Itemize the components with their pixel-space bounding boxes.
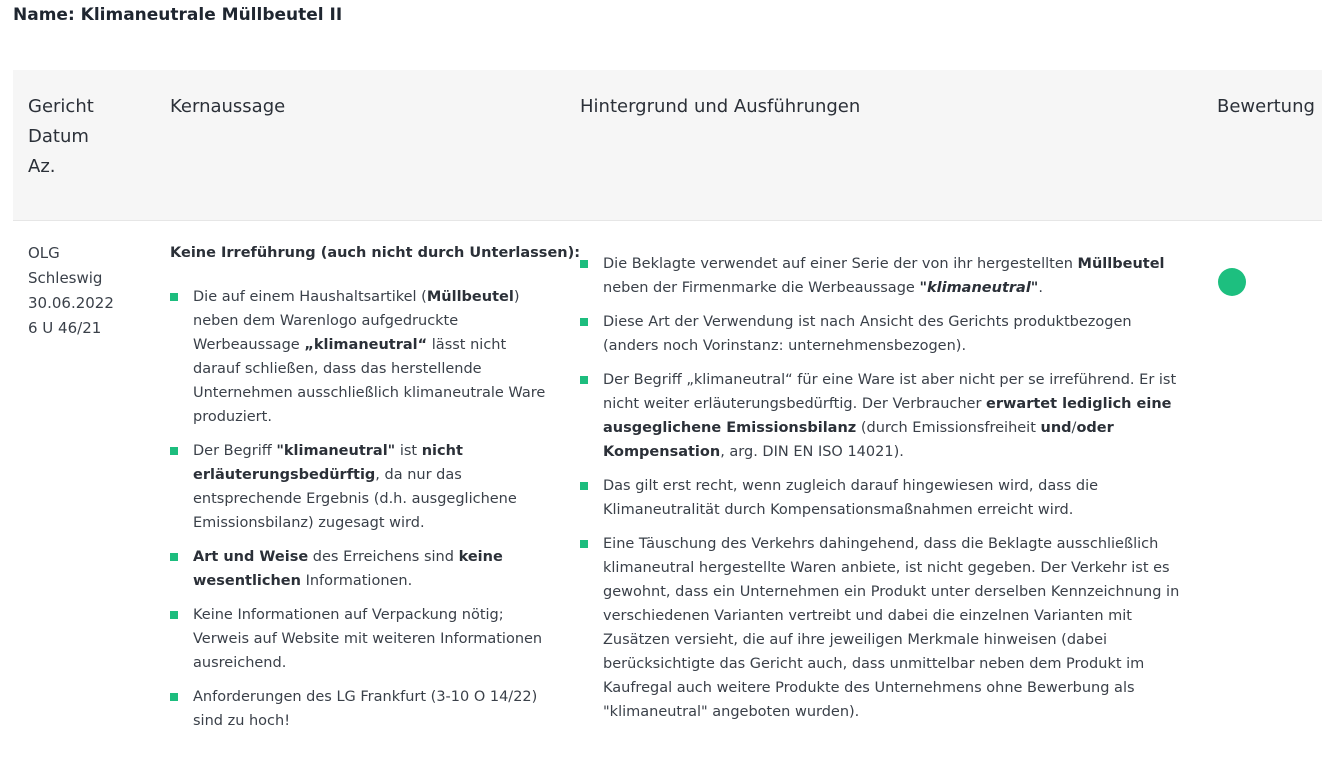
court-name-line1: OLG (28, 244, 60, 262)
bullet-bold-text: oder Kompensation (603, 420, 1114, 460)
core-bullet (170, 285, 550, 429)
header-court-date-az (28, 92, 148, 182)
core-statement-cell (170, 241, 581, 743)
background-cell (580, 252, 1180, 734)
bullet-text: , arg. DIN EN ISO 14021). (720, 444, 904, 460)
bullet-square-icon (580, 318, 588, 326)
bullet-square-icon (580, 540, 588, 548)
bullet-square-icon (170, 553, 178, 561)
background-bullet-list (580, 252, 1180, 724)
bullet-text: lässt nicht darauf schließen, dass das herstellende Unternehmen ausschließlich klimaneutrale Ware produziert. (193, 337, 546, 425)
bullet-bold-text: Müllbeutel (426, 289, 514, 305)
bullet-text: Diese Art der Verwendung ist nach Ansicht des Gerichts produktbezogen (anders noch Vorinstanz: unternehmensbezogen). (603, 314, 1132, 354)
bullet-bold-text: "klimaneutral" (276, 443, 396, 459)
bullet-text: ist (395, 443, 422, 459)
core-bullet (170, 439, 550, 535)
bullet-square-icon (580, 260, 588, 268)
bullet-square-icon (170, 447, 178, 455)
header-date-label: Datum (28, 126, 89, 147)
core-bullet (170, 545, 550, 593)
bullet-bold-text: erwartet lediglich eine ausgeglichene Emissionsbilanz (603, 396, 1172, 436)
bullet-text: Der Begriff (193, 443, 277, 459)
bullet-text: Keine Informationen auf Verpackung nötig; Verweis auf Website mit weiteren Informationen ausreichend. (193, 607, 543, 671)
table-header (13, 70, 1322, 221)
ruling-date: 30.06.2022 (28, 294, 114, 312)
table-row (13, 221, 1322, 741)
ruling-table (13, 70, 1322, 741)
green-dot-icon (1218, 268, 1246, 296)
core-bullet-list (170, 285, 550, 733)
bullet-text: (durch Emissionsfreiheit (856, 420, 1041, 436)
core-heading: Keine Irreführung (auch nicht durch Unterlassen): (170, 245, 581, 261)
bullet-text: , da nur das entsprechende Ergebnis (d.h. ausgeglichene Emissionsbilanz) zugesagt wird. (193, 467, 517, 531)
background-bullet (580, 368, 1180, 464)
background-bullet (580, 474, 1180, 522)
court-cell (28, 241, 114, 341)
bullet-square-icon (170, 611, 178, 619)
header-court-label: Gericht (28, 96, 94, 117)
bullet-text: neben der Firmenmarke die Werbeaussage (603, 280, 920, 296)
court-name-line2: Schleswig (28, 269, 103, 287)
bullet-bold-text: Art und Weise (193, 549, 309, 565)
bullet-text: Die Beklagte verwendet auf einer Serie der von ihr hergestellten (603, 256, 1078, 272)
bullet-text: ) neben dem Warenlogo aufgedruckte Werbeaussage (193, 289, 520, 353)
bullet-text: Informationen. (300, 573, 413, 589)
header-rating: Bewertung (1217, 96, 1315, 117)
bullet-bold-text: keine wesentlichen (193, 549, 503, 589)
bullet-square-icon (170, 693, 178, 701)
bullet-text: Anforderungen des LG Frankfurt (3-10 O 14/22) sind zu hoch! (193, 689, 538, 729)
bullet-text: Das gilt erst recht, wenn zugleich darauf hingewiesen wird, dass die Klimaneutralität durch Kompensationsmaßnahmen erreicht wird. (603, 478, 1099, 518)
bullet-bold-text: und (1040, 420, 1072, 436)
bullet-text: Die auf einem Haushaltsartikel ( (193, 289, 427, 305)
background-bullet (580, 252, 1180, 300)
background-bullet (580, 532, 1180, 724)
bullet-bold-text: Müllbeutel (1077, 256, 1165, 272)
bullet-text: / (1071, 420, 1077, 436)
bullet-bold-italic-text: "klimaneutral" (919, 280, 1039, 296)
bullet-square-icon (170, 293, 178, 301)
bullet-text: Eine Täuschung des Verkehrs dahingehend, dass die Beklagte ausschließlich klimaneutral hergestellte Waren anbiete, ist nicht gegeben. Der Verkehr ist es gewohnt, dass ein Unternehmen ein Produkt unter derselben Kennzeichnung in verschiedenen Varianten vertreibt und dabei die einzelnen Varianten mit Zusätzen versieht, die auf ihre jeweiligen Merkmale hinweisen (dabei berücksichtigte das Gericht auch, dass unmittelbar neben dem Produkt im Kaufregal auch weitere Produkte des Unternehmens ohne Bewerbung als "klimaneutral" angeboten wurden). (603, 536, 1180, 720)
bullet-bold-text: nicht erläuterungsbedürftig (193, 443, 463, 483)
bullet-square-icon (580, 376, 588, 384)
bullet-text: . (1038, 280, 1043, 296)
bullet-text: Der Begriff „klimaneutral“ für eine Ware ist aber nicht per se irreführend. Er ist nicht weiter erläuterungsbedürftig. Der Verbraucher (603, 372, 1177, 412)
header-background: Hintergrund und Ausführungen (580, 96, 861, 117)
page-title: Name: Klimaneutrale Müllbeutel II (13, 5, 343, 25)
core-bullet (170, 603, 550, 675)
core-bullet (170, 685, 550, 733)
header-az-label: Az. (28, 156, 56, 177)
header-core-statement: Kernaussage (170, 96, 286, 117)
bullet-text: des Erreichens sind (308, 549, 459, 565)
background-bullet (580, 310, 1180, 358)
bullet-bold-text: „klimaneutral“ (304, 337, 428, 353)
bullet-square-icon (580, 482, 588, 490)
case-number: 6 U 46/21 (28, 319, 102, 337)
